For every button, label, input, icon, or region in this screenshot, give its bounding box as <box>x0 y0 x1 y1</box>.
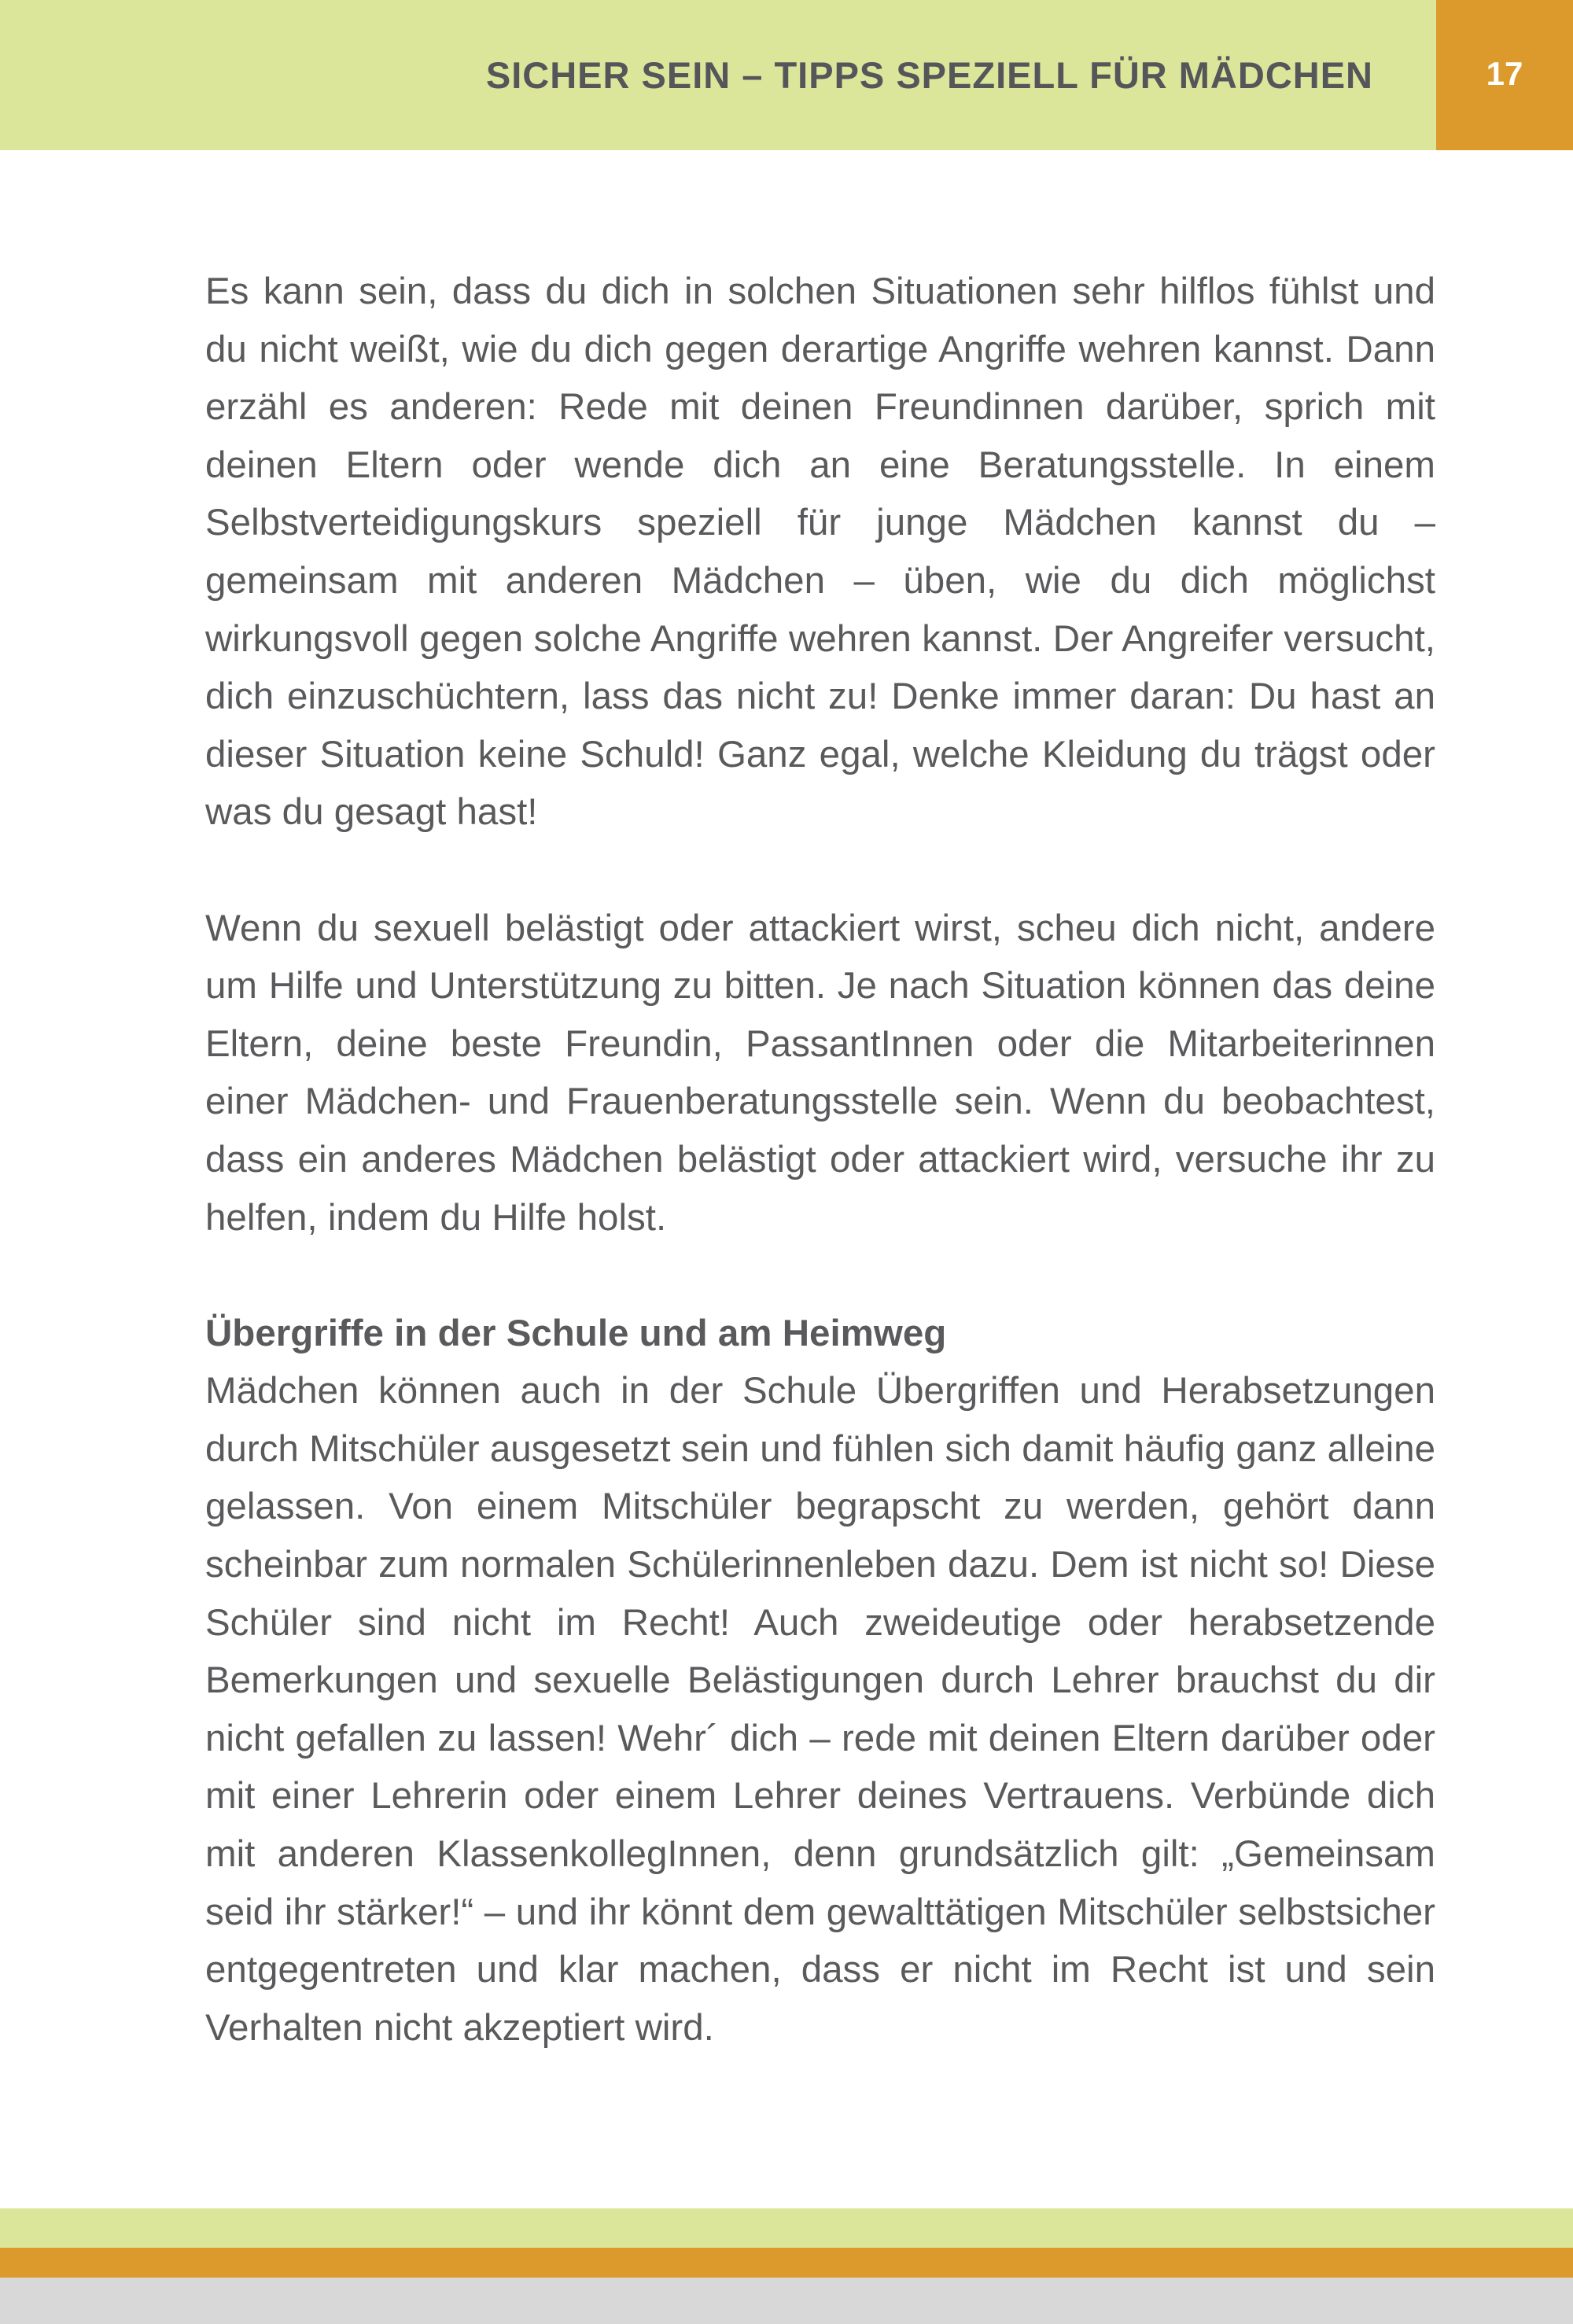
footer-band-orange <box>0 2248 1573 2278</box>
paragraph-school: Mädchen können auch in der Schule Übergriffen und Herabsetzungen durch Mitschüler ausgesetzt sein und fühlen sich damit häufig ganz alleine gelassen. Von einem Mitschüler begrapscht zu werden, gehört dann scheinbar zum normalen Schülerinnenleben dazu. Dem ist nicht so! Diese Schüler sind nicht im Recht! Auch zweideutige oder herabsetzende Bemerkungen und sexuelle Belästigungen durch Lehrer brauchst du dir nicht gefallen zu lassen! Wehr´ dich – rede mit deinen Eltern darüber oder mit einer Lehrerin oder einem Lehrer deines Vertrauens. Verbünde dich mit anderen KlassenkollegInnen, denn grundsätzlich gilt: „Gemeinsam seid ihr stärker!“ – und ihr könnt dem gewalttätigen Mitschüler selbstsicher entgegentreten und klar machen, dass er nicht im Recht ist und sein Verhalten nicht akzeptiert wird. <box>205 1370 1435 2049</box>
footer-band-green <box>0 2208 1573 2248</box>
page-number-tab <box>1436 0 1573 150</box>
paragraph-helplessness: Es kann sein, dass du dich in solchen Situationen sehr hilflos fühlst und du nicht weißt, wie du dich gegen derartige Angriffe wehren kannst. Dann erzähl es anderen: Rede mit deinen Freundinnen darüber, sprich mit deinen Eltern oder wende dich an eine Beratungsstelle. In einem Selbstverteidigungskurs speziell für junge Mädchen kannst du – gemeinsam mit anderen Mädchen – üben, wie du dich möglichst wirkungsvoll gegen solche Angriffe wehren kannst. Der Angreifer versucht, dich einzuschüchtern, lass das nicht zu! Denke immer daran: Du hast an dieser Situation keine Schuld! Ganz egal, welche Kleidung du trägst oder was du gesagt hast! <box>205 271 1435 834</box>
footer-band-gray <box>0 2278 1573 2324</box>
paragraph-ask-for-help: Wenn du sexuell belästigt oder attackiert wirst, scheu dich nicht, andere um Hilfe und Unterstützung zu bitten. Je nach Situation können das deine Eltern, deine beste Freundin, PassantInnen oder die Mitarbeiterinnen einer Mädchen- und Frauenberatungsstelle sein. Wenn du beobachtest, dass ein anderes Mädchen belästigt oder attackiert wird, versuche ihr zu helfen, indem du Hilfe holst. <box>205 907 1435 1239</box>
running-header-title: SICHER SEIN – TIPPS SPEZIELL FÜR MÄDCHEN <box>485 54 1373 96</box>
body-text <box>205 263 1435 2057</box>
header-band <box>0 0 1436 150</box>
page-number: 17 <box>1486 55 1523 92</box>
section-heading: Übergriffe in der Schule und am Heimweg <box>205 1312 947 1354</box>
